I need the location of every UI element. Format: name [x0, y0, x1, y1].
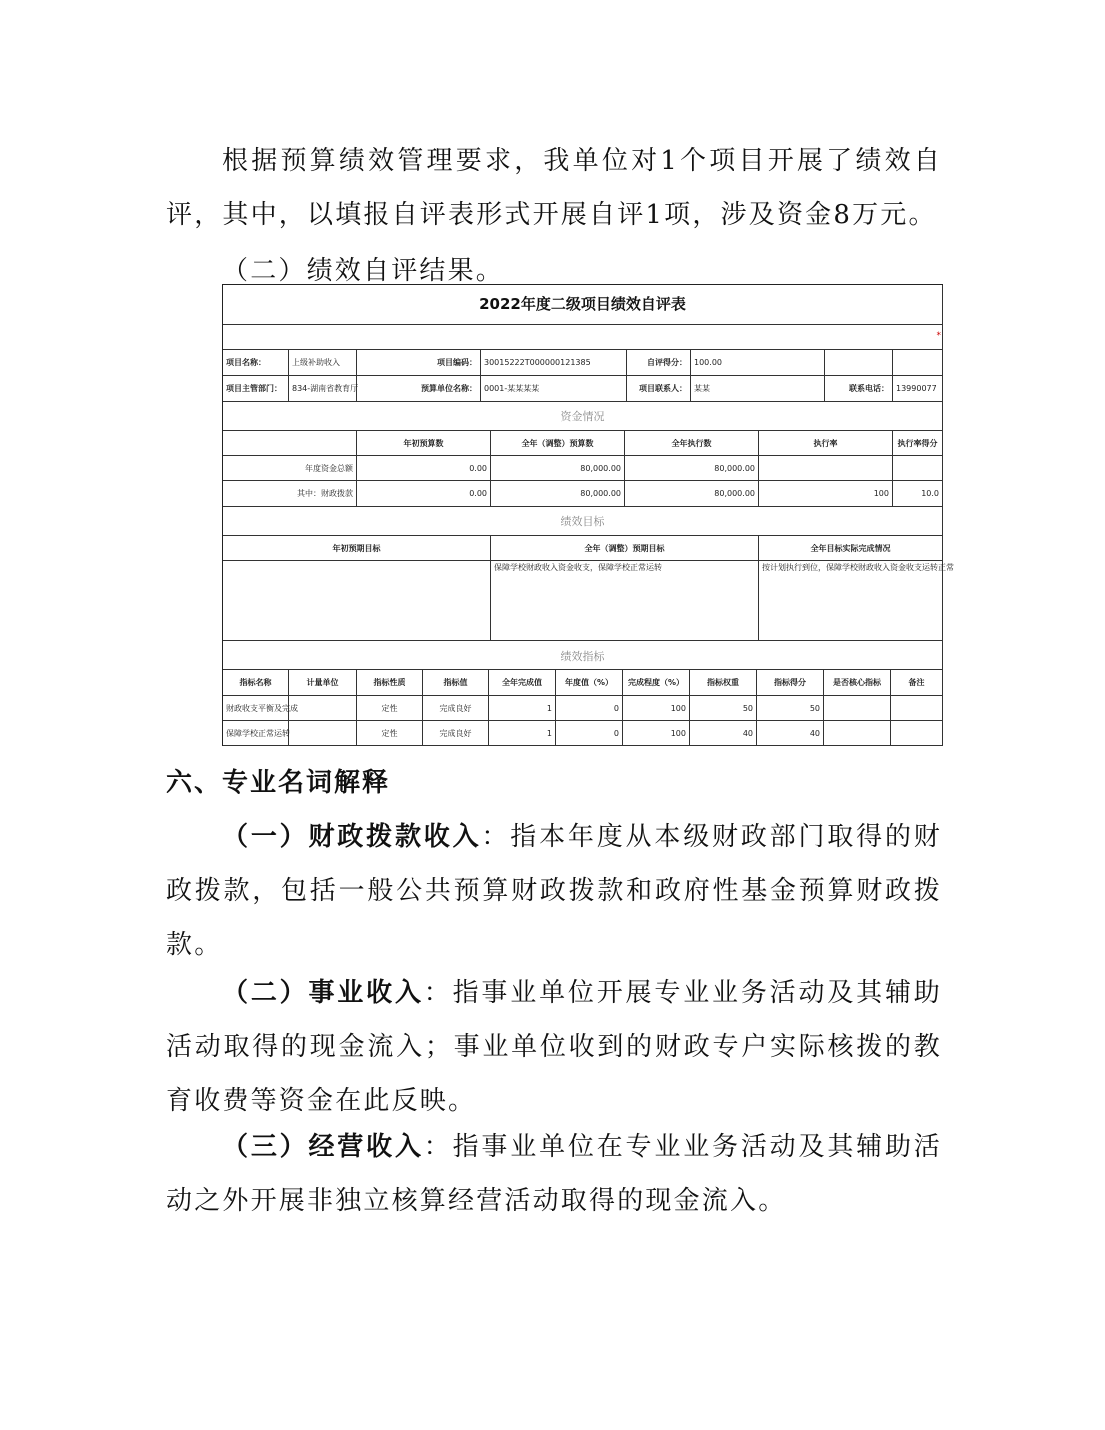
info-cell: 项目主管部门： [223, 376, 289, 402]
info-cell: 自评得分： [627, 350, 691, 376]
funds-row-cell [759, 456, 893, 481]
term-definition: 指本年度从本级财政部门取得的财政拨款，包括一般公共预算财政拨款和政府性基金预算财政拨款。 [166, 822, 942, 960]
indicators-header-cell: 指标名称 [223, 670, 289, 696]
info-cell [825, 350, 893, 376]
section6-heading: 六、专业名词解释 [166, 768, 391, 798]
goals-row-cell: 按计划执行到位，保障学校财政收入资金收支运转正常 [759, 561, 943, 641]
indicators-row-cell: 定性 [357, 721, 423, 746]
indicators-row-cell: 40 [757, 721, 824, 746]
info-cell: 100.00 [691, 350, 825, 376]
funds-row-cell: 10.0 [893, 481, 943, 507]
info-cell: 834-湖南省教育厅 [289, 376, 357, 402]
info-cell: 30015222T000000121385 [481, 350, 627, 376]
funds-header-cell [223, 431, 357, 456]
indicators-row-cell: 0 [556, 721, 623, 746]
info-cell: 某某 [691, 376, 825, 402]
funds-section-label: 资金情况 [223, 402, 943, 431]
funds-header-cell: 年初预算数 [357, 431, 491, 456]
indicators-row-cell [891, 721, 943, 746]
goals-section-label: 绩效目标 [223, 507, 943, 536]
indicators-header-cell: 全年完成值 [489, 670, 556, 696]
goals-header-cell: 全年目标实际完成情况 [759, 536, 943, 561]
goals-row-cell [223, 561, 491, 641]
funds-row-cell: 80,000.00 [491, 481, 625, 507]
indicators-row-cell: 完成良好 [423, 696, 489, 721]
table-title: 2022年度二级项目绩效自评表 [223, 285, 943, 325]
indicators-header-cell: 计量单位 [289, 670, 357, 696]
funds-row-cell: 0.00 [357, 456, 491, 481]
term-label: （一）财政拨款收入 [222, 822, 482, 852]
indicators-row-cell: 财政收支平衡及完成 [223, 696, 289, 721]
term-label: （三）经营收入 [222, 1132, 424, 1162]
indicators-row-cell [289, 721, 357, 746]
funds-row-cell: 年度资金总额 [223, 456, 357, 481]
info-cell: 项目联系人： [627, 376, 691, 402]
indicators-row-cell: 40 [690, 721, 757, 746]
indicators-row-cell [824, 696, 891, 721]
info-cell: 13990077 [893, 376, 943, 402]
results-subheading: （二）绩效自评结果。 [222, 256, 505, 286]
indicators-row-cell: 50 [690, 696, 757, 721]
indicators-row-cell: 保障学校正常运转 [223, 721, 289, 746]
info-cell: 联系电话： [825, 376, 893, 402]
indicators-row-cell: 完成良好 [423, 721, 489, 746]
term-item-3: （三）经营收入：指事业单位在专业业务活动及其辅助活动之外开展非独立核算经营活动取得的现金流入。 [166, 1132, 942, 1216]
indicators-header-cell: 是否核心指标 [824, 670, 891, 696]
performance-evaluation-table [222, 284, 954, 746]
funds-row-cell: 80,000.00 [625, 456, 759, 481]
indicators-row-cell: 1 [489, 696, 556, 721]
indicators-header-cell: 完成程度（%） [623, 670, 690, 696]
info-cell: 上级补助收入 [289, 350, 357, 376]
intro-paragraph: 根据预算绩效管理要求，我单位对1个项目开展了绩效自评，其中，以填报自评表形式开展自评1项，涉及资金8万元。 [166, 146, 942, 230]
term-item-2: （二）事业收入：指事业单位开展专业业务活动及其辅助活动取得的现金流入；事业单位收到的财政专户实际核拨的教育收费等资金在此反映。 [166, 978, 942, 1116]
info-cell: 预算单位名称： [357, 376, 481, 402]
info-cell: 项目编码： [357, 350, 481, 376]
indicators-section-label: 绩效指标 [223, 641, 943, 670]
indicators-header-cell: 指标性质 [357, 670, 423, 696]
indicators-row-cell: 0 [556, 696, 623, 721]
funds-header-cell: 全年（调整）预算数 [491, 431, 625, 456]
term-label: （二）事业收入 [222, 978, 424, 1008]
funds-row-cell: 80,000.00 [491, 456, 625, 481]
indicators-header-cell: 备注 [891, 670, 943, 696]
funds-header-cell: 全年执行数 [625, 431, 759, 456]
indicators-header-cell: 指标得分 [757, 670, 824, 696]
info-cell [893, 350, 943, 376]
goals-row-cell: 保障学校财政收入资金收支，保障学校正常运转 [491, 561, 759, 641]
term-definition: 指事业单位在专业业务活动及其辅助活动之外开展非独立核算经营活动取得的现金流入。 [166, 1132, 942, 1216]
term-definition: 指事业单位开展专业业务活动及其辅助活动取得的现金流入；事业单位收到的财政专户实际核拨的教育收费等资金在此反映。 [166, 978, 942, 1116]
term-item-1: （一）财政拨款收入：指本年度从本级财政部门取得的财政拨款，包括一般公共预算财政拨款和政府性基金预算财政拨款。 [166, 822, 942, 960]
indicators-row-cell [824, 721, 891, 746]
indicators-header-cell: 指标值 [423, 670, 489, 696]
goals-header-cell: 年初预期目标 [223, 536, 491, 561]
funds-header-cell: 执行率 [759, 431, 893, 456]
funds-row-cell: 0.00 [357, 481, 491, 507]
indicators-row-cell: 100 [623, 696, 690, 721]
indicators-header-cell: 年度值（%） [556, 670, 623, 696]
goals-header-cell: 全年（调整）预期目标 [491, 536, 759, 561]
funds-row-cell: 80,000.00 [625, 481, 759, 507]
indicators-row-cell: 定性 [357, 696, 423, 721]
indicators-header-cell: 指标权重 [690, 670, 757, 696]
funds-row-cell [893, 456, 943, 481]
indicators-row-cell [891, 696, 943, 721]
funds-row-cell: 其中：财政拨款 [223, 481, 357, 507]
required-mark: * [936, 331, 941, 341]
table-blank-row [223, 325, 943, 350]
indicators-row-cell: 1 [489, 721, 556, 746]
indicators-row-cell: 100 [623, 721, 690, 746]
indicators-row-cell [289, 696, 357, 721]
info-cell: 0001-某某某某 [481, 376, 627, 402]
funds-row-cell: 100 [759, 481, 893, 507]
indicators-row-cell: 50 [757, 696, 824, 721]
funds-header-cell: 执行率得分 [893, 431, 943, 456]
info-cell: 项目名称： [223, 350, 289, 376]
